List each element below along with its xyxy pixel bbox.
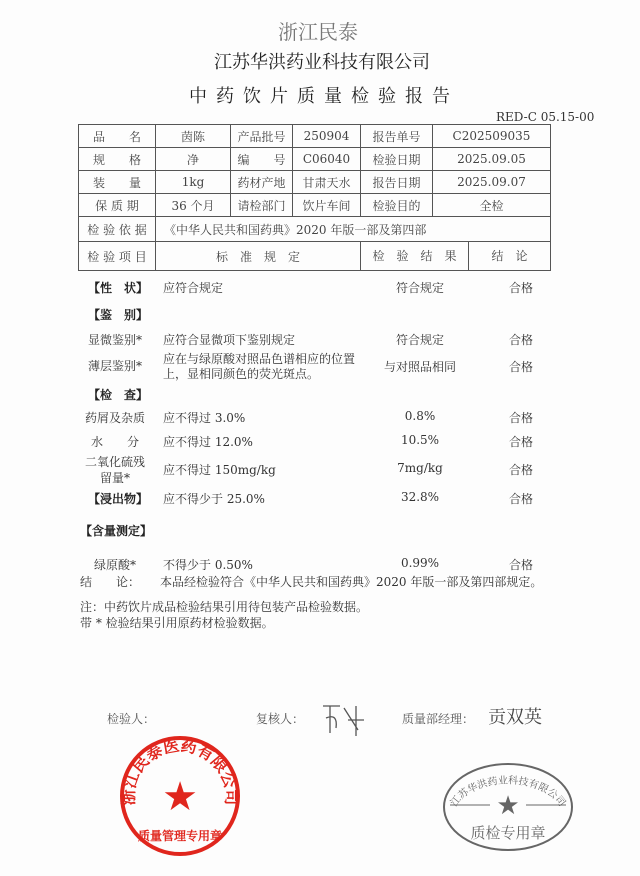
header-conclusion: 结 论 xyxy=(491,249,528,263)
stamp-center-text: 质量管理专用章 xyxy=(137,829,223,843)
label: 编 号 xyxy=(231,148,293,171)
inspector-label: 检验人： xyxy=(107,712,156,726)
section-heading: 【含量测定】 xyxy=(80,524,153,538)
result: 符合规定 xyxy=(395,333,445,347)
shelf-life: 36 个月 xyxy=(156,194,231,217)
manager-label: 质量部经理： xyxy=(402,712,475,726)
reviewer-signature xyxy=(318,698,368,738)
stamp-ring-text: 江苏华洪药业科技有限公司 xyxy=(448,775,568,809)
stamp-ring-text: 浙江民泰医药有限公司 xyxy=(118,735,242,806)
conclusion-label: 结 论： xyxy=(80,575,141,589)
result: 0.8% xyxy=(404,409,436,423)
item-name: 绿原酸* xyxy=(93,558,137,572)
department: 饮片车间 xyxy=(293,194,361,217)
standard: 应符合规定 xyxy=(163,281,224,295)
reviewer-label: 复核人： xyxy=(256,712,305,726)
product-name: 茵陈 xyxy=(156,125,231,148)
conclusion-text: 本品经检验符合《中华人民共和国药典》2020 年版一部及第四部规定。 xyxy=(160,575,543,589)
note-1: 注：中药饮片成品检验结果引用待包装产品检验数据。 xyxy=(80,600,369,614)
result: 符合规定 xyxy=(395,281,445,295)
item-name: 显微鉴别* xyxy=(87,333,143,347)
report-date: 2025.09.07 xyxy=(433,171,551,194)
result: 与对照品相同 xyxy=(383,360,457,374)
section-heading: 【性 状】 xyxy=(88,281,149,295)
label: 产品批号 xyxy=(231,125,293,148)
code: C06040 xyxy=(293,148,361,171)
batch-number: 250904 xyxy=(293,125,361,148)
item-name: 二氧化硫残 xyxy=(84,455,146,469)
header-standard: 标 准 规 定 xyxy=(156,242,361,271)
label: 检验目的 xyxy=(361,194,433,217)
result: 7mg/kg xyxy=(397,461,443,475)
label: 装 量 xyxy=(79,171,156,194)
label: 保 质 期 xyxy=(79,194,156,217)
origin: 甘肃天水 xyxy=(293,171,361,194)
label: 规 格 xyxy=(79,148,156,171)
label: 报告日期 xyxy=(361,171,433,194)
result: 32.8% xyxy=(400,490,440,504)
item-name: 水 分 xyxy=(90,435,140,449)
standard: 应符合显微项下鉴别规定 xyxy=(163,333,296,347)
company-name: 江苏华洪药业科技有限公司 xyxy=(214,52,430,73)
svg-text:★: ★ xyxy=(496,791,520,821)
label: 检 验 依 据 xyxy=(79,217,156,242)
qc-stamp-grey xyxy=(440,760,576,854)
stamp-center-text: 质检专用章 xyxy=(470,824,546,842)
conclusion: 合格 xyxy=(508,463,534,477)
standard: 应不得过 3.0% xyxy=(163,411,246,425)
handwritten-note: 浙江民泰 xyxy=(278,20,358,44)
standard: 应在与绿原酸对照品色谱相应的位置 xyxy=(163,352,356,366)
label: 品 名 xyxy=(79,125,156,148)
report-title: 中药饮片质量检验报告 xyxy=(189,86,459,107)
label: 药材产地 xyxy=(231,171,293,194)
header-item: 检 验 项 目 xyxy=(79,242,156,271)
form-code: RED-C 05.15-00 xyxy=(496,110,595,124)
standard: 应不得过 150mg/kg xyxy=(163,463,276,477)
test-date: 2025.09.05 xyxy=(433,148,551,171)
conclusion: 合格 xyxy=(508,333,534,347)
svg-text:★: ★ xyxy=(162,774,198,820)
section-heading: 【鉴 别】 xyxy=(88,308,149,322)
result: 0.99% xyxy=(400,556,440,570)
conclusion: 合格 xyxy=(508,411,534,425)
quality-stamp-red xyxy=(118,734,242,858)
report-number: C202509035 xyxy=(433,125,551,148)
label: 检验日期 xyxy=(361,148,433,171)
item-name: 药屑及杂质 xyxy=(84,411,146,425)
conclusion: 合格 xyxy=(508,360,534,374)
conclusion: 合格 xyxy=(508,558,534,572)
note-2: 带 * 检验结果引用原药材检验数据。 xyxy=(80,616,274,630)
info-table xyxy=(78,124,551,271)
label: 报告单号 xyxy=(361,125,433,148)
conclusion: 合格 xyxy=(508,281,534,295)
purpose: 全检 xyxy=(433,194,551,217)
manager-signature: 贡双英 xyxy=(488,707,542,728)
item-name-cont: 留量* xyxy=(99,471,131,485)
standard: 应不得过 12.0% xyxy=(163,435,253,449)
standard-cont: 上，显相同颜色的荧光斑点。 xyxy=(163,367,320,381)
standard: 应不得少于 25.0% xyxy=(163,492,265,506)
section-heading: 【浸出物】 xyxy=(88,492,149,506)
pack: 1kg xyxy=(156,171,231,194)
item-name: 薄层鉴别* xyxy=(87,359,143,373)
conclusion: 合格 xyxy=(508,492,534,506)
label: 请检部门 xyxy=(231,194,293,217)
section-heading: 【检 查】 xyxy=(88,388,149,402)
header-result: 检 验 结 果 xyxy=(361,242,469,270)
spec: 净 xyxy=(156,148,231,171)
test-basis: 《中华人民共和国药典》2020 年版一部及第四部 xyxy=(156,217,551,242)
standard: 不得少于 0.50% xyxy=(163,558,253,572)
result: 10.5% xyxy=(400,433,440,447)
conclusion: 合格 xyxy=(508,435,534,449)
